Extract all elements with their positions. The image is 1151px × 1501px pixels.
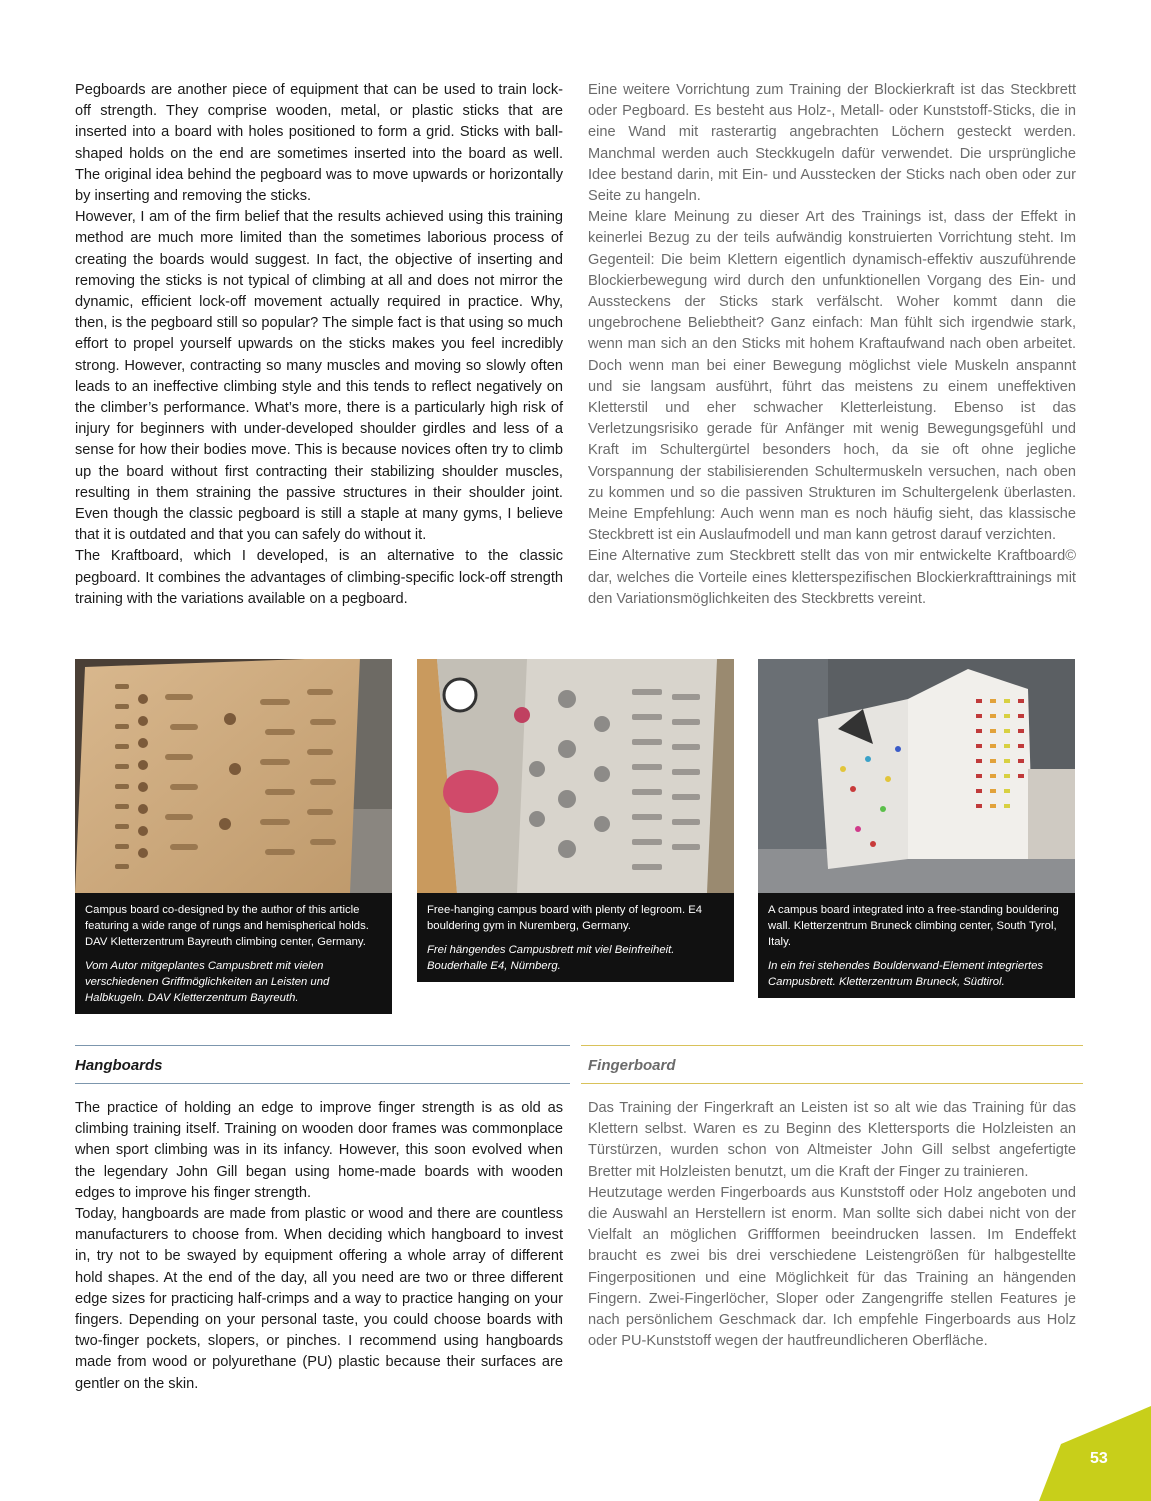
- caption-english: Free-hanging campus board with plenty of legroom. E4 bouldering gym in Nuremberg, Germany.: [427, 904, 703, 932]
- paragraph: Eine Alternative zum Steckbrett stellt das von mir entwickelte Kraftboard© dar, welches die Vorteile eines kletterspezifischen Blockierkrafttrainings mit den Variationsmöglichkeiten des Steckbretts vereint.: [588, 548, 1076, 607]
- paragraph: However, I am of the firm belief that the results achieved using this training method are much more limited than the sometimes laborious process of creating the boards would suggest. In fact, the objective of inserting and removing the sticks is not typical of climbing at all and does not mirror the dynamic, efficient lock-off movement actually required in practice. Why, then, is the pegboard still so popular? The simple fact is that using so much effort to propel yourself upwards on the sticks makes you feel incredibly strong. However, contracting so many muscles and moving so slowly often leads to an ineffective climbing style and this tends to reflect negatively on the climber’s performance. What’s more, there is a particularly high risk of injury for beginners with under-developed shoulder girdles and less of a sense for how their bodies move. This is because novices often try to climb up the board without first contracting their stabilizing shoulder muscles, resulting in them straining the passive structures in their shoulder joint. Even though the classic pegboard is still a staple at many gyms, I believe that it is outdated and that you can safely do without it.: [75, 209, 563, 544]
- caption: [75, 893, 392, 1014]
- paragraph: Meine klare Meinung zu dieser Art des Trainings ist, dass der Effekt in keinerlei Bezug zu der teils aufwändig konstruierten Vorrichtung steht. Im Gegenteil: Die beim Klettern eigentlich dynamisch-effektiv auszuführende Blockierbewegung wird durch den unfunktionellen Vorgang des Ein- und Aussteckens der Sticks stark verfälscht. Woher kommt dann die ungebrochene Beliebtheit? Ganz einfach: Man fühlt sich irgendwie stark, wenn man sich an den Sticks mit hohem Kraftaufwand nach oben arbeitet. Doch wenn man bei einer Bewegung möglichst viele Muskeln anspannt und sie langsam ausführt, führt das meistens zu einem uneffektiven Kletterstil und eher schwacher Kletterleistung. Ebenso ist das Verletzungsrisiko gerade für Anfänger mit wenig Bewegungsgefühl und Kraft im Schultergürtel besonders hoch, da sie oft ohne jegliche Vorspannung der stabilisierenden Schultermuskeln versuchen, nach oben zu kommen und so die passiven Strukturen im Schultergelenk überlasten. Meine Empfehlung: Auch wenn man es noch häufig sieht, das klassische Steckbrett ist ein Auslaufmodell und man kann getrost darauf verzichten.: [588, 209, 1076, 544]
- paragraph: The Kraftboard, which I developed, is an alternative to the classic pegboard. It combines the advantages of climbing-specific lock-off strength training with the variations available on a pegboard.: [75, 548, 563, 607]
- figure-bayreuth: [75, 659, 392, 1014]
- caption: [758, 893, 1075, 998]
- top-english-column: [75, 80, 563, 610]
- figure-e4-nuremberg: [417, 659, 734, 982]
- photo-wooden-campus-board: [75, 659, 392, 893]
- caption-german: Frei hängendes Campusbrett mit viel Beinfreiheit. Bouderhalle E4, Nürnberg.: [427, 944, 675, 972]
- rule-fingerboard-top: [581, 1045, 1083, 1046]
- section-title-fingerboard: Fingerboard: [588, 1057, 676, 1074]
- photo-bouldering-wall-campus-board: [758, 659, 1075, 893]
- paragraph: Eine weitere Vorrichtung zum Training der Blockierkraft ist das Steckbrett oder Pegboard. Es besteht aus Holz-, Metall- oder Kunststoff-Sticks, die in eine Wand mit rasterartig angebrachten Löchern gesteckt werden. Manchmal werden auch Steckkugeln dafür verwendet. Die ursprüngliche Idee bestand darin, mit Ein- und Ausstecken der Sticks nach oben oder zur Seite zu hangeln.: [588, 82, 1076, 205]
- section-title-hangboards: Hangboards: [75, 1057, 163, 1074]
- caption-english: Campus board co-designed by the author of this article featuring a wide range of rungs and hemispherical holds. DAV Kletterzentrum Bayreuth climbing center, Germany.: [85, 904, 369, 948]
- top-german-column: [588, 80, 1076, 610]
- caption-english: A campus board integrated into a free-standing bouldering wall. Kletterzentrum Bruneck climbing center, South Tyrol, Italy.: [768, 904, 1059, 948]
- caption-german: Vom Autor mitgeplantes Campusbrett mit vielen verschiedenen Griffmöglichkeiten an Leisten und Halbkugeln. DAV Kletterzentrum Bayreuth.: [85, 960, 330, 1004]
- paragraph: Das Training der Fingerkraft an Leisten ist so alt wie das Training für das Klettern selbst. Waren es zu Beginn des Klettersports die Holzleisten an Türstürzen, wurden schon von Altmeister John Gill selbst angefertigte Bretter mit Holzleisten benutzt, um die Kraft der Finger zu trainieren.: [588, 1100, 1076, 1180]
- rule-hangboards-bottom: [75, 1083, 570, 1084]
- paragraph: Pegboards are another piece of equipment that can be used to train lock-off strength. They comprise wooden, metal, or plastic sticks that are inserted into a board with holes positioned to form a grid. Sticks with ball-shaped holds on the end are sometimes inserted into the board as well. The original idea behind the pegboard was to move upwards or horizontally by inserting and removing the sticks.: [75, 82, 563, 205]
- paragraph: The practice of holding an edge to improve finger strength is as old as climbing training itself. Training on wooden door frames was commonplace when sport climbing was in its infancy. However, this soon evolved when the legendary John Gill began using home-made boards with wooden edges to improve his finger strength.: [75, 1100, 563, 1201]
- paragraph: Today, hangboards are made from plastic or wood and there are countless manufacturers to choose from. When deciding which hangboard to invest in, try not to be swayed by equipment offering a whole array of different hold shapes. At the end of the day, all you need are two or three different edge sizes for practicing half-crimps and a way to practice hanging on your fingers. Depending on your personal taste, you could choose boards with two-finger pockets, slopers, or pinches. I recommend using hangboards made from wood or polyurethane (PU) plastic because their surfaces are gentler on the skin.: [75, 1206, 563, 1392]
- caption-german: In ein frei stehendes Boulderwand-Element integriertes Campusbrett. Kletterzentrum Bruneck, Südtirol.: [768, 960, 1044, 988]
- paragraph: Heutzutage werden Fingerboards aus Kunststoff oder Holz angeboten und die Auswahl an Herstellern ist enorm. Man sollte sich dabei nicht von der Vielfalt an möglichen Griffformen beeindrucken lassen. Im Endeffekt braucht es zwei bis drei verschiedene Leistengrößen für halbgestellte Fingerpositionen und eine Möglichkeit für das Training an hängenden Fingern. Zwei-Fingerlöcher, Sloper oder Zangengriffe stellen Features je nach persönlichem Geschmack dar. Ich empfehle Fingerboards aus Holz oder PU-Kunststoff wegen der hautfreundlicheren Oberfläche.: [588, 1184, 1076, 1350]
- rule-fingerboard-bottom: [581, 1083, 1083, 1084]
- bottom-german-column: [588, 1098, 1076, 1352]
- caption: [417, 893, 734, 982]
- photo-free-hanging-campus-board: [417, 659, 734, 893]
- page-number: 53: [1090, 1450, 1108, 1467]
- rule-hangboards-top: [75, 1045, 570, 1046]
- bottom-english-column: [75, 1098, 563, 1395]
- figure-bruneck: [758, 659, 1075, 998]
